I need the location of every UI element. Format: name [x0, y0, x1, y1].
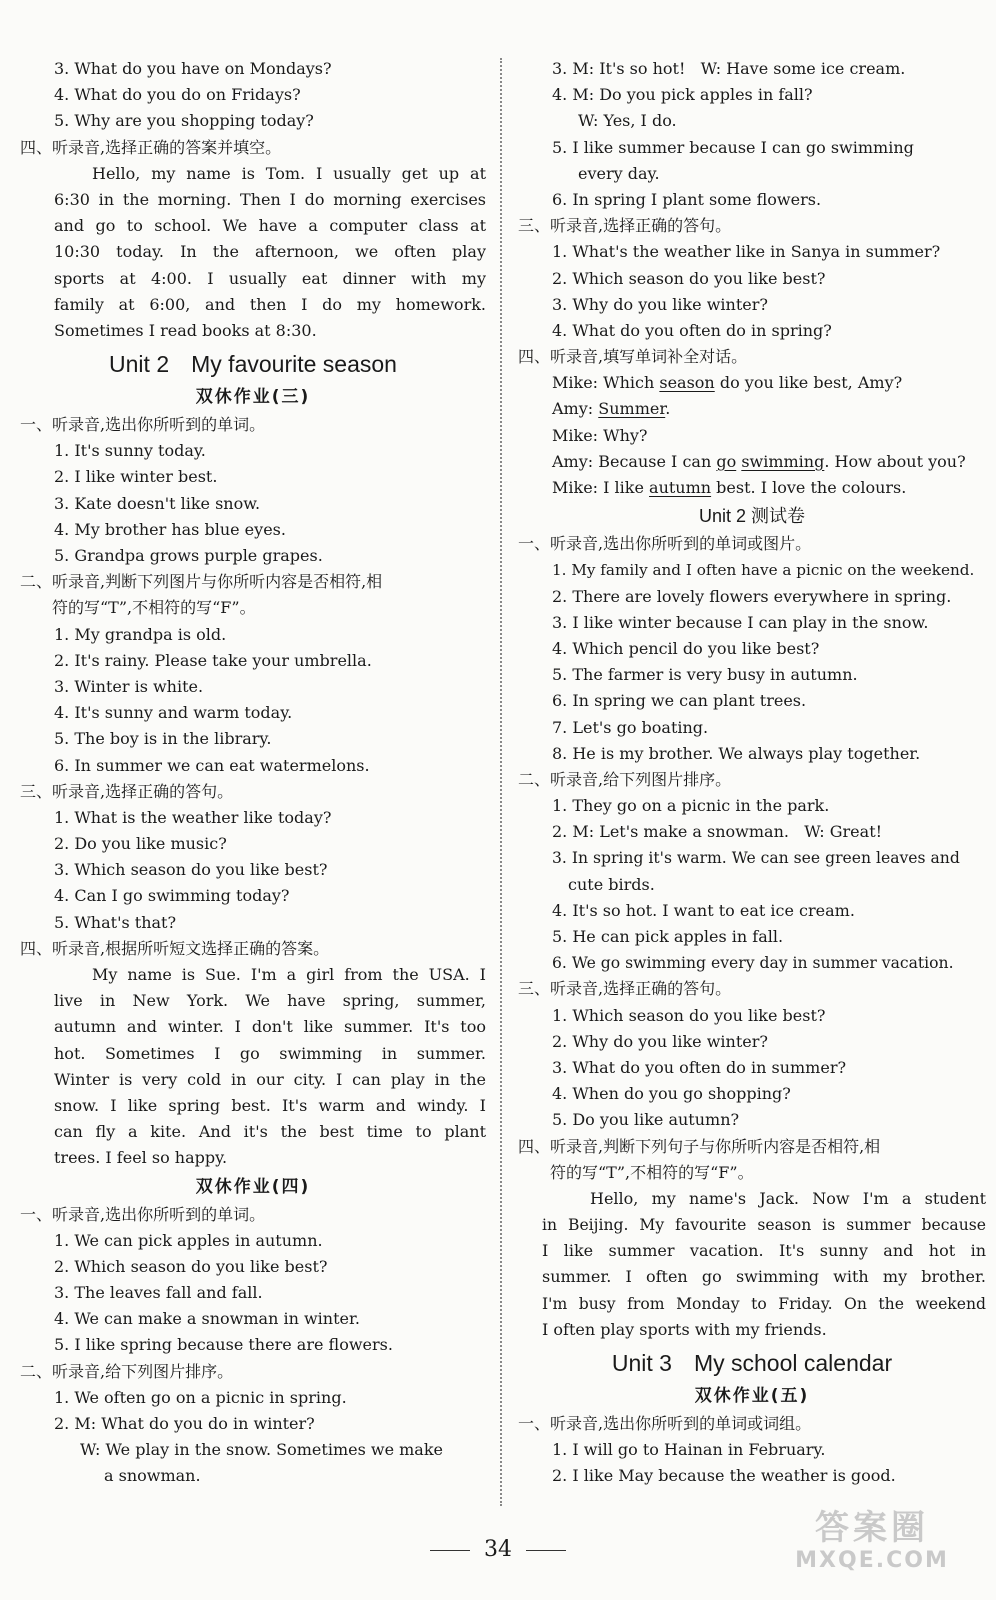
question-line: 4. When do you go shopping? — [552, 1084, 791, 1104]
section-heading: 四、听录音,判断下列句子与你所听内容是否相符,相 — [518, 1136, 881, 1156]
section-heading: 一、听录音,选出你所听到的单词。 — [20, 415, 266, 435]
question-line: 5. The farmer is very busy in autumn. — [552, 665, 858, 685]
question-line: 5. I like spring because there are flowers. — [54, 1335, 393, 1355]
page-number-value: 34 — [484, 1537, 512, 1562]
passage-line: trees. I feel so happy. — [54, 1148, 228, 1168]
question-line: 3. Winter is white. — [54, 676, 204, 696]
section-heading: 二、听录音,判断下列图片与你所听内容是否相符,相 — [20, 572, 383, 592]
dialogue-line — [518, 449, 986, 475]
question-line: 2. It's rainy. Please take your umbrella. — [54, 650, 372, 670]
dialogue-line — [518, 396, 986, 422]
page-number-dash — [526, 1550, 566, 1551]
question-line: 4. What do you do on Fridays? — [54, 85, 301, 105]
question-line: 5. Grandpa grows purple grapes. — [54, 546, 323, 565]
section-heading: 一、听录音,选出你所听到的单词或图片。 — [518, 534, 812, 554]
question-line: 3. Why do you like winter? — [552, 294, 768, 314]
question-line: 3. The leaves fall and fall. — [54, 1283, 263, 1303]
question-line: 7. Let's go boating. — [552, 717, 709, 737]
question-line: 2. I like May because the weather is good. — [552, 1466, 896, 1486]
unit-3-heading — [518, 1343, 986, 1381]
passage-line: Hello, my name's Jack. Now I'm a student — [590, 1188, 986, 1208]
passage-line: family at 6:00, and then I do my homework. — [54, 294, 486, 314]
question-line: cute birds. — [568, 874, 655, 894]
section-heading: 三、听录音,选择正确的答句。 — [518, 216, 732, 236]
question-line: 2. Which season do you like best? — [552, 268, 826, 288]
passage-line: I often play sports with my friends. — [542, 1319, 827, 1339]
unit-title: My school calendar — [693, 1350, 893, 1376]
question-line: 2. Why do you like winter? — [552, 1031, 768, 1051]
passage-line: snow. I like spring best. It's warm and windy. I — [54, 1095, 486, 1115]
question-line: 2. M: Let's make a snowman. W: Great! — [552, 822, 883, 842]
question-line: 4. What do you often do in spring? — [552, 320, 832, 340]
question-line: a snowman. — [104, 1466, 201, 1486]
question-line: 4. Can I go swimming today? — [54, 886, 290, 906]
question-line: 3. In spring it's warm. We can see green leaves and — [552, 849, 960, 868]
question-line: 8. He is my brother. We always play together. — [552, 743, 921, 763]
section-heading: 四、听录音,选择正确的答案并填空。 — [20, 137, 282, 157]
question-line: 5. I like summer because I can go swimming — [552, 137, 914, 157]
question-line: 2. I like winter best. — [54, 467, 218, 487]
question-line: 1. Which season do you like best? — [552, 1005, 826, 1025]
site-watermark — [772, 1508, 972, 1582]
section-heading: 四、听录音,根据所听短文选择正确的答案。 — [20, 938, 330, 958]
dialogue-text: Amy: — [552, 399, 599, 419]
page-number-dash — [430, 1550, 470, 1551]
passage-line: Hello, my name is Tom. I usually get up at — [92, 163, 486, 183]
section-heading: 三、听录音,选择正确的答句。 — [20, 781, 234, 801]
passage-line: sports at 4:00. I usually eat dinner with my — [54, 268, 486, 288]
question-line: 3. I like winter because I can play in the snow. — [552, 612, 929, 632]
question-line: 3. Kate doesn't like snow. — [54, 493, 261, 513]
question-line: 3. M: It's so hot! W: Have some ice cream. — [552, 59, 906, 78]
question-line: 1. What's the weather like in Sanya in summer? — [552, 242, 941, 262]
homework-4-heading: 双休作业(四) — [195, 1176, 311, 1197]
question-line: 3. What do you have on Mondays? — [54, 59, 332, 78]
section-heading: 二、听录音,给下列图片排序。 — [20, 1361, 234, 1381]
question-line: 6. In summer we can eat watermelons. — [54, 755, 370, 775]
section-heading: 三、听录音,选择正确的答句。 — [518, 979, 732, 999]
question-line: W: Yes, I do. — [578, 111, 677, 131]
unit-2-test-heading: Unit 2 测试卷 — [698, 506, 806, 527]
question-line: 5. Do you like autumn? — [552, 1110, 740, 1130]
homework-3-heading: 双休作业(三) — [195, 387, 311, 408]
question-line: 1. They go on a picnic in the park. — [552, 796, 830, 816]
homework-5-heading: 双休作业(五) — [694, 1386, 810, 1406]
passage-line: hot. Sometimes I go swimming in summer. — [54, 1043, 486, 1063]
question-line: 2. M: What do you do in winter? — [54, 1414, 315, 1433]
question-line: 1. My family and I often have a picnic on the weekend. — [552, 561, 975, 580]
right-column — [518, 56, 986, 1490]
dialogue-line: Mike: Why? — [552, 425, 648, 445]
section-heading: 一、听录音,选出你所听到的单词。 — [20, 1204, 266, 1224]
question-line: 4. It's sunny and warm today. — [54, 703, 293, 723]
question-line: 6. In spring we can plant trees. — [552, 691, 807, 711]
question-line: 4. We can make a snowman in winter. — [54, 1309, 360, 1329]
passage-line: 10:30 today. In the afternoon, we often play — [54, 242, 486, 262]
question-line: 1. We often go on a picnic in spring. — [54, 1387, 347, 1407]
dialogue-text: . — [665, 399, 671, 419]
answer-word: swimming — [741, 451, 825, 471]
question-line: 4. It's so hot. I want to eat ice cream. — [552, 900, 855, 920]
passage-line: My name is Sue. I'm a girl from the USA. I — [92, 965, 486, 984]
left-column — [20, 56, 486, 1490]
unit-number: Unit 3 — [611, 1350, 672, 1376]
question-line: W: We play in the snow. Sometimes we make — [80, 1440, 444, 1460]
dialogue-text: do you like best, Amy? — [714, 373, 903, 393]
answer-word: Summer — [598, 399, 666, 419]
passage-line: autumn and winter. I don't like summer. It's too — [54, 1017, 486, 1037]
answer-word: autumn — [649, 478, 712, 497]
dialogue-line — [518, 475, 986, 501]
section-heading: 四、听录音,填写单词补全对话。 — [518, 347, 748, 367]
dialogue-text: Mike: Which — [552, 373, 660, 393]
answer-word: go — [716, 451, 737, 471]
passage-line: and go to school. We have a computer class at — [54, 216, 486, 236]
dialogue-text: Amy: Because I can — [552, 451, 717, 471]
question-line: 5. What's that? — [54, 912, 177, 932]
passage-line: summer. I often go swimming with my brother. — [542, 1267, 986, 1287]
question-line: 4. M: Do you pick apples in fall? — [552, 85, 813, 105]
question-line: 2. There are lovely flowers everywhere in spring. — [552, 586, 952, 606]
unit-title: My favourite season — [191, 351, 397, 378]
passage-line: I'm busy from Monday to Friday. On the weekend — [542, 1294, 986, 1313]
question-line: 5. Why are you shopping today? — [54, 111, 314, 131]
question-line: 1. It's sunny today. — [54, 441, 206, 461]
passage-line: can fly a kite. And it's the best time to plant — [54, 1122, 486, 1142]
watermark-logo-text: 答案圈 — [815, 1508, 929, 1548]
question-line: 5. The boy is in the library. — [54, 729, 272, 749]
passage-line: 6:30 in the morning. Then I do morning exercises — [54, 189, 486, 209]
unit-2-heading — [20, 344, 486, 382]
question-line: 3. Which season do you like best? — [54, 860, 328, 880]
section-heading-cont: 符的写“T”,不相符的写“F”。 — [52, 598, 256, 618]
question-line: 6. We go swimming every day in summer vacation. — [552, 954, 954, 973]
passage-line: Winter is very cold in our city. I can play in the — [54, 1069, 486, 1089]
passage-line: in Beijing. My favourite season is summer because — [542, 1216, 986, 1235]
dialogue-text: . How about you? — [824, 451, 966, 471]
question-line: 1. What is the weather like today? — [54, 807, 332, 827]
question-line: 2. Do you like music? — [54, 834, 227, 854]
passage-line: Sometimes I read books at 8:30. — [54, 320, 317, 340]
dialogue-text: best. I love the colours. — [711, 478, 907, 497]
watermark-url: MXQE.COM — [795, 1548, 949, 1573]
question-line: 6. In spring I plant some flowers. — [552, 189, 822, 209]
dialogue-line — [518, 370, 986, 396]
question-line: 3. What do you often do in summer? — [552, 1057, 847, 1077]
column-divider — [500, 58, 502, 1506]
passage-line: live in New York. We have spring, summer, — [54, 991, 486, 1011]
dialogue-text: Mike: I like — [552, 478, 650, 497]
question-line: every day. — [578, 163, 660, 183]
unit-number: Unit 2 — [109, 351, 170, 378]
question-line: 5. He can pick apples in fall. — [552, 927, 784, 946]
question-line: 1. I will go to Hainan in February. — [552, 1440, 826, 1460]
question-line: 1. We can pick apples in autumn. — [54, 1230, 323, 1250]
answer-word: season — [659, 373, 715, 393]
section-heading: 二、听录音,给下列图片排序。 — [518, 769, 732, 789]
question-line: 4. My brother has blue eyes. — [54, 519, 286, 539]
question-line: 1. My grandpa is old. — [54, 624, 227, 644]
question-line: 2. Which season do you like best? — [54, 1256, 328, 1276]
section-heading: 一、听录音,选出你所听到的单词或词组。 — [518, 1414, 812, 1433]
section-heading-cont: 符的写“T”,不相符的写“F”。 — [550, 1162, 754, 1182]
question-line: 4. Which pencil do you like best? — [552, 638, 820, 658]
passage-line: I like summer vacation. It's sunny and hot in — [542, 1241, 986, 1261]
